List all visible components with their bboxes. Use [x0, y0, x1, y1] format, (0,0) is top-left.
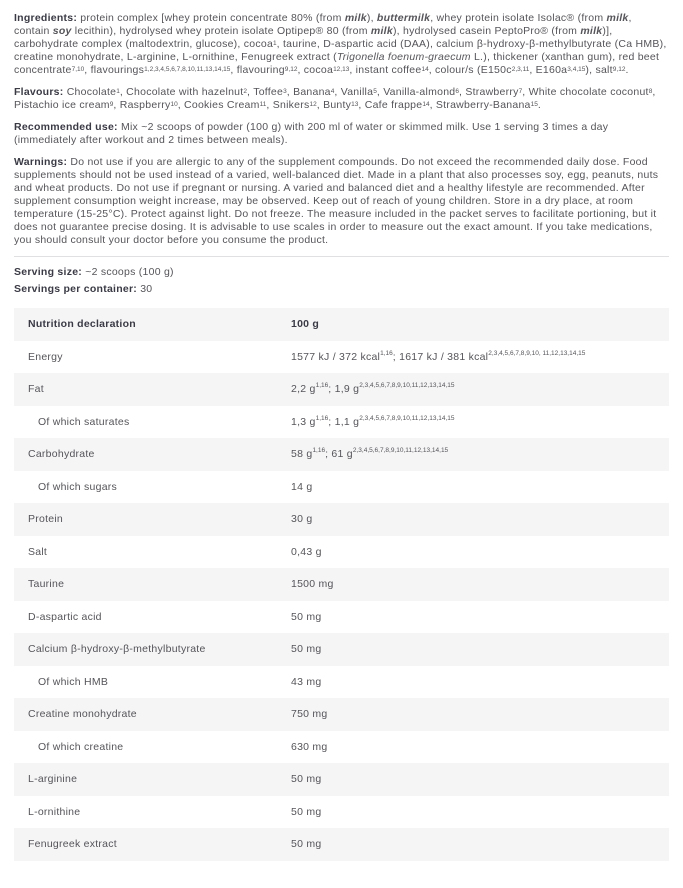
text-segment: 58 g	[291, 448, 313, 461]
footnote-superscript: 1,16	[315, 382, 329, 390]
footnote-superscript: 8	[648, 88, 653, 95]
text-segment: , Pistachio ice cream	[14, 86, 656, 111]
nutrient-value	[291, 351, 669, 363]
text-segment: 50 mg	[291, 838, 322, 851]
text-segment: , Snikers	[266, 99, 310, 111]
text-segment: , cocoa	[297, 64, 334, 76]
text-segment: Mix ~2 scoops of powder (100 g) with 200 ml of water or skimmed milk. Use 1 serving 3 times a day (immediately after workout and 2 times between meals).	[14, 121, 609, 146]
nutrition-table-row	[14, 633, 669, 666]
footnote-superscript: 2	[243, 88, 248, 95]
text-segment: 14 g	[291, 480, 313, 493]
text-segment: , flavouring	[230, 64, 285, 76]
nutrient-name: Fat	[28, 383, 44, 396]
footnote-superscript: 2,3,4,5,6,7,8,9,10, 11,12,13,14,15	[488, 349, 586, 357]
description-section	[0, 0, 683, 247]
nutrition-table-row	[14, 828, 669, 861]
nutrition-table-header-label: Nutrition declaration	[28, 318, 136, 331]
text-segment: ),	[366, 12, 377, 24]
text-segment: , E160a	[529, 64, 568, 76]
text-segment: ), hydrolysed casein PeptoPro® (from	[392, 25, 581, 37]
text-segment: 50 mg	[291, 610, 322, 623]
footnote-superscript: 9	[109, 101, 114, 108]
nutrient-name: D-aspartic acid	[28, 610, 102, 623]
nutrient-name: Of which creatine	[38, 740, 124, 753]
footnote-superscript: 2,3,11	[511, 66, 530, 73]
nutrient-name: L-ornithine	[28, 805, 81, 818]
nutrient-value	[291, 383, 669, 395]
text-segment: 43 mg	[291, 675, 322, 688]
text-segment: , contain	[14, 12, 632, 37]
nutrient-name: Of which HMB	[38, 675, 109, 688]
servings-per-container-line	[14, 281, 669, 298]
footnote-superscript: 9,12	[284, 66, 298, 73]
text-segment: , Bunty	[316, 99, 352, 111]
footnote-superscript: 1,16	[312, 447, 326, 455]
text-segment: Serving size:	[14, 266, 86, 278]
footnote-superscript: 11	[259, 101, 267, 108]
text-segment: Warnings:	[14, 156, 71, 168]
text-segment: Chocolate	[66, 86, 117, 98]
nutrition-table-row	[14, 536, 669, 569]
nutrient-value	[291, 481, 669, 493]
nutrient-name: Of which saturates	[38, 415, 130, 428]
nutrient-value	[291, 806, 669, 818]
text-segment: , Cookies Cream	[177, 99, 260, 111]
nutrition-table-row	[14, 763, 669, 796]
nutrient-name: Taurine	[28, 578, 65, 591]
nutrient-name: Salt	[28, 545, 48, 558]
flavours-paragraph	[14, 86, 669, 112]
nutrition-table-row	[14, 698, 669, 731]
nutrition-table-header-row	[14, 308, 669, 341]
serving-info-section	[14, 256, 669, 308]
nutrition-table-row	[14, 601, 669, 634]
text-segment: , flavourings	[84, 64, 145, 76]
text-segment: ; 1,1 g	[328, 415, 360, 428]
text-segment: 1577 kJ / 372 kcal	[291, 350, 381, 363]
footnote-superscript: 10	[170, 101, 178, 108]
nutrient-value	[291, 611, 669, 623]
recommended-use-paragraph	[14, 121, 669, 147]
footnote-superscript: 2,3,4,5,6,7,8,9,10,11,12,13,14,15	[359, 382, 455, 390]
text-segment: 630 mg	[291, 740, 328, 753]
text-segment: , Raspberry	[113, 99, 171, 111]
nutrition-table	[14, 308, 669, 861]
nutrient-value	[291, 741, 669, 753]
footnote-superscript: 1	[116, 88, 120, 95]
text-segment: , Strawberry-Banana	[429, 99, 531, 111]
text-segment: ; 61 g	[325, 448, 353, 461]
nutrition-table-row	[14, 438, 669, 471]
text-segment: 50 mg	[291, 805, 322, 818]
ingredients-paragraph	[14, 12, 669, 77]
footnote-superscript: 3	[283, 88, 287, 95]
footnote-superscript: 1,16	[380, 349, 393, 357]
text-segment: 30	[140, 283, 153, 295]
text-segment: 0,43 g	[291, 545, 322, 558]
text-segment: 2,2 g	[291, 383, 316, 396]
text-segment: 30 g	[291, 513, 313, 526]
nutrient-value	[291, 773, 669, 785]
text-segment: lecithin), hydrolysed whey protein isolate Optipep® 80 (from	[71, 25, 371, 37]
nutrient-value	[291, 513, 669, 525]
nutrient-value	[291, 708, 669, 720]
nutrient-name: Fenugreek extract	[28, 838, 117, 851]
footnote-superscript: 13	[351, 101, 359, 108]
nutrient-value	[291, 676, 669, 688]
text-segment: ; 1617 kJ / 381 kcal	[392, 350, 489, 363]
footnote-superscript: 2,3,4,5,6,7,8,9,10,11,12,13,14,15	[352, 447, 449, 455]
footnote-superscript: 1	[273, 40, 277, 47]
text-segment: , White chocolate coconut	[522, 86, 649, 98]
text-segment: milk	[344, 12, 367, 24]
text-segment: Recommended use:	[14, 121, 121, 133]
text-segment: 750 mg	[291, 708, 328, 721]
nutrition-table-row	[14, 731, 669, 764]
footnote-superscript: 14	[421, 66, 429, 73]
footnote-superscript: 14	[422, 101, 430, 108]
footnote-superscript: 12	[309, 101, 317, 108]
serving-size-line	[14, 264, 669, 281]
footnote-superscript: 6	[455, 88, 459, 95]
text-segment: 50 mg	[291, 773, 322, 786]
text-segment: , Strawberry	[459, 86, 519, 98]
nutrition-table-body	[14, 341, 669, 861]
text-segment: milk	[606, 12, 629, 24]
text-segment: , colour/s (E150c	[428, 64, 512, 76]
warnings-paragraph	[14, 156, 669, 247]
text-segment: buttermilk	[376, 12, 431, 24]
nutrition-table-row	[14, 796, 669, 829]
footnote-superscript: 1,16	[315, 414, 329, 422]
text-segment: L.), thickener (xanthan gum), red beet concentrate	[14, 51, 660, 76]
nutrient-value	[291, 578, 669, 590]
text-segment: 50 mg	[291, 643, 322, 656]
nutrient-name: L-arginine	[28, 773, 78, 786]
nutrient-name: Carbohydrate	[28, 448, 95, 461]
nutrition-table-row	[14, 503, 669, 536]
nutrition-table-row	[14, 341, 669, 374]
text-segment: , instant coffee	[349, 64, 422, 76]
nutrition-table-header-value: 100 g	[291, 318, 320, 331]
footnote-superscript: 12,13	[333, 66, 350, 73]
nutrition-table-row	[14, 406, 669, 439]
text-segment: , Cafe frappe	[358, 99, 423, 111]
nutrient-name: Calcium β-hydroxy-β-methylbutyrate	[28, 643, 206, 656]
nutrient-value	[291, 643, 669, 655]
footnote-superscript: 4	[330, 88, 335, 95]
footnote-superscript: 2,3,4,5,6,7,8,9,10,11,12,13,14,15	[359, 414, 455, 422]
nutrient-name: Energy	[28, 350, 63, 363]
footnote-superscript: 7	[518, 88, 523, 95]
text-segment: milk	[370, 25, 393, 37]
text-segment: , Vanilla	[334, 86, 374, 98]
footnote-superscript: 9,12	[612, 66, 626, 73]
text-segment: )], carbohydrate complex (maltodextrin, glucose), cocoa	[14, 25, 613, 50]
footnote-superscript: 5	[373, 88, 377, 95]
text-segment: , Chocolate with hazelnut	[119, 86, 244, 98]
text-segment: , whey protein isolate Isolac® (from	[430, 12, 607, 24]
nutrient-name: Creatine monohydrate	[28, 708, 137, 721]
text-segment: 1500 mg	[291, 578, 334, 591]
footnote-superscript: 7,10	[71, 66, 85, 73]
nutrition-table-row	[14, 373, 669, 406]
nutrient-value	[291, 416, 669, 428]
text-segment: , Toffee	[247, 86, 284, 98]
text-segment: Ingredients:	[14, 12, 81, 24]
text-segment: ), salt	[585, 64, 613, 76]
text-segment: ~2 scoops (100 g)	[85, 266, 174, 278]
footnote-superscript: 15	[530, 101, 538, 108]
nutrient-name: Of which sugars	[38, 480, 118, 493]
footnote-superscript: 3,4,15	[567, 66, 586, 73]
text-segment: Do not use if you are allergic to any of the supplement compounds. Do not exceed the recommended daily dose. Food supplements should not be used instead of a varied, well-balanced diet. Made in a plant that also processes soy, egg, peanuts, nuts and wheat products. Do not use if pregnant or nursing. A varied and balanced diet and a healthy lifestyle are recommended. After supplement consumption weight increase, may be observed. Keep out of reach of young children. Store in a dry place, at room temperature (15-25°C). Protect against light. Do not freeze. The measure included in the packet serves to facilitate portioning, but it does not guarantee precise dosing. It is advisable to use scales in order to measure out the exact amount. If you take medications, you should consult your doctor before you consume the product.	[14, 156, 659, 246]
text-segment: , Banana	[286, 86, 331, 98]
text-segment: .	[625, 64, 629, 76]
text-segment: , taurine, D-aspartic acid (DAA), calcium β-hydroxy-β-methylbutyrate (Ca HMB), creatine monohydrate, L-arginine, L-ornithine, Fenugreek extract (	[14, 38, 667, 63]
nutrition-table-row	[14, 666, 669, 699]
text-segment: milk	[580, 25, 603, 37]
footnote-superscript: 1,2,3,4,5,6,7,8,10,11,13,14,15	[144, 66, 231, 73]
text-segment: .	[537, 99, 542, 111]
nutrient-value	[291, 448, 669, 460]
nutrition-table-row	[14, 471, 669, 504]
text-segment: Servings per container:	[14, 283, 141, 295]
text-segment: 1,3 g	[291, 415, 316, 428]
text-segment: soy	[52, 25, 72, 37]
text-segment: , Vanilla-almond	[376, 86, 456, 98]
nutrition-table-row	[14, 568, 669, 601]
text-segment: Flavours:	[14, 86, 67, 98]
nutrient-value	[291, 546, 669, 558]
text-segment: protein complex [whey protein concentrate 80% (from	[80, 12, 345, 24]
text-segment: Trigonella foenum-graecum	[336, 51, 471, 63]
nutrient-value	[291, 838, 669, 850]
nutrient-name: Protein	[28, 513, 64, 526]
text-segment: ; 1,9 g	[328, 383, 360, 396]
